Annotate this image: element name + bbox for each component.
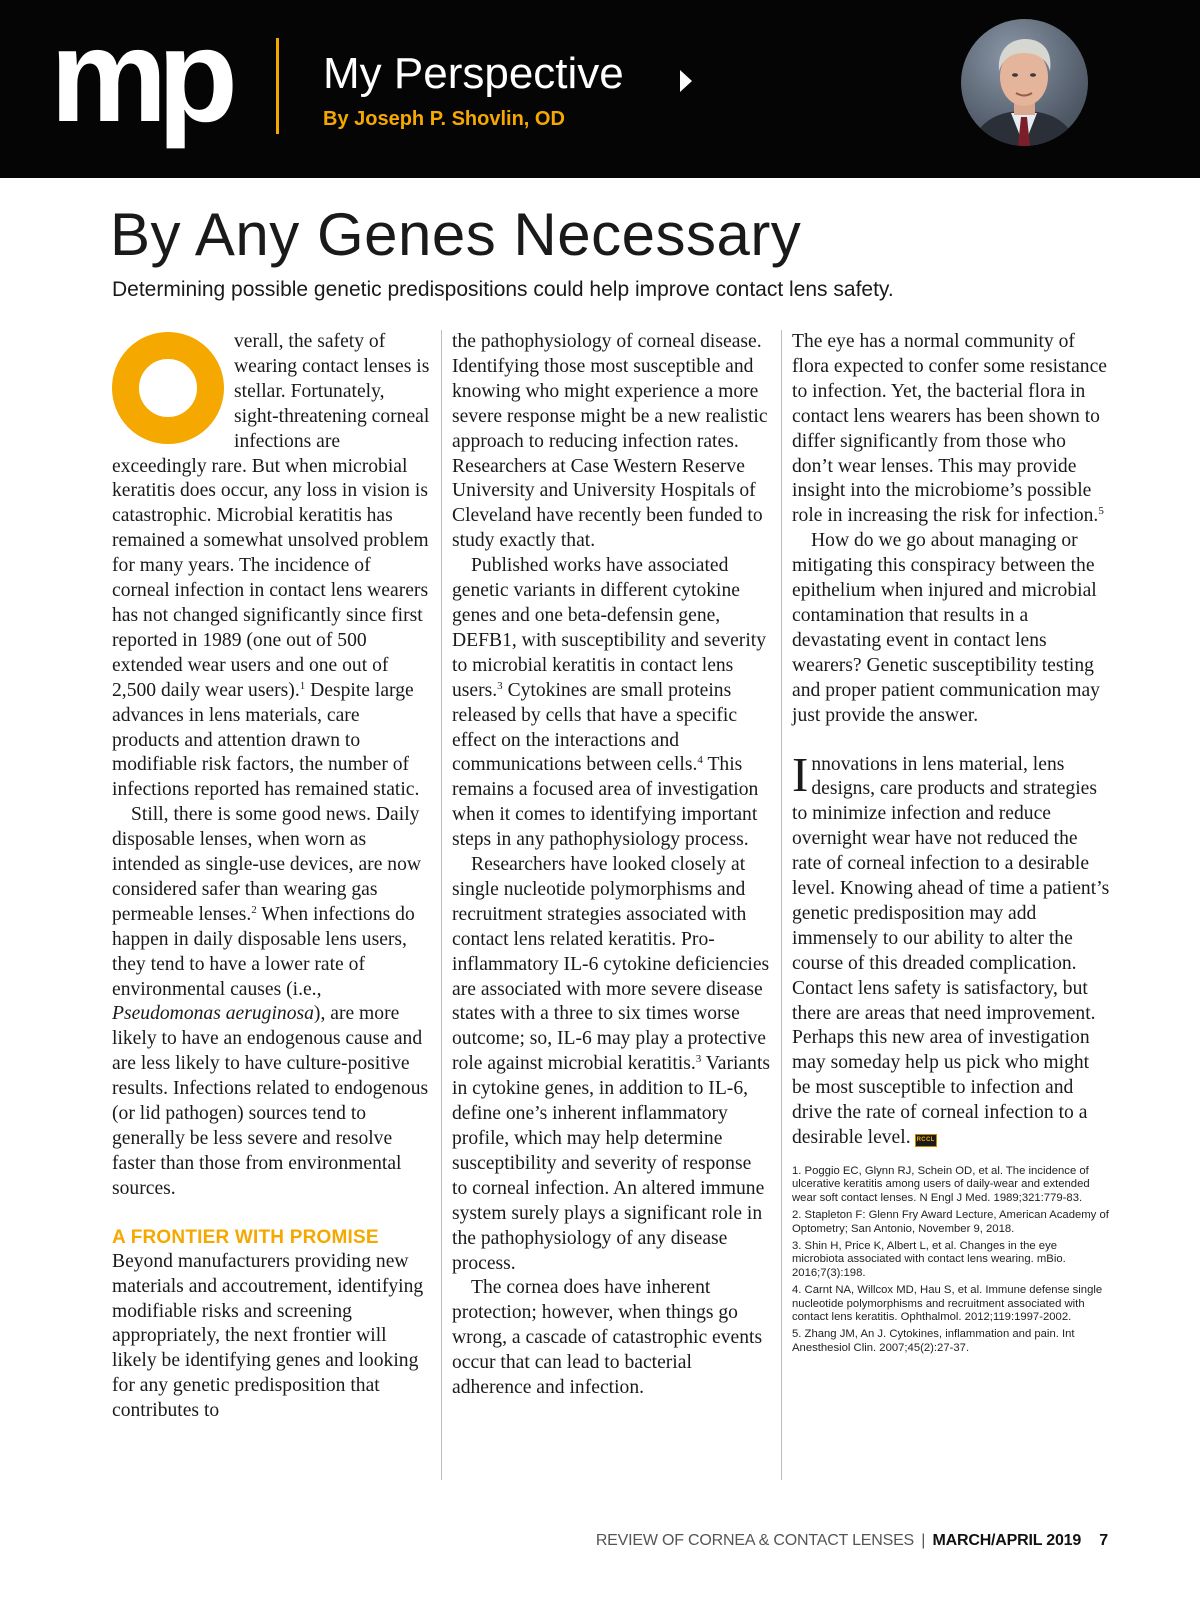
- footnote-ref: 3: [695, 1053, 702, 1066]
- play-arrow-icon: [680, 70, 692, 92]
- reference-item: 4. Carnt NA, Willcox MD, Hau S, et al. Immune defense single nucleotide polymorphisms and recruitment associated with contact lens keratitis. Ophthalmol. 2012;119:1997-2002.: [792, 1284, 1103, 1324]
- footnote-ref: 1: [299, 679, 306, 692]
- dropcap-o: [112, 332, 224, 444]
- paragraph: [792, 330, 1110, 529]
- section-subhead: A FRONTIER WITH PROMISE: [112, 1226, 379, 1248]
- paragraph: [112, 330, 430, 803]
- author-portrait: [961, 19, 1088, 146]
- author-byline: By Joseph P. Shovlin, OD: [323, 108, 565, 130]
- footnote-ref: 5: [1098, 505, 1104, 518]
- column-header-band: [0, 0, 1200, 178]
- paragraph-text: ), are more likely to have an endogenous cause and are less likely to have culture-positive results. Infections related to endogenous (or lid pathogen) sources tend to generally be less severe and resolve faster than those from environmental sources.: [112, 1003, 429, 1199]
- logo-divider: [276, 38, 279, 134]
- footnote-ref: 2: [251, 903, 257, 916]
- paragraph-text: Published works have associated genetic variants in different cytokine genes and one beta-defensin gene, DEFB1, with susceptibility and severity to microbial keratitis in contact lens users.: [452, 555, 767, 701]
- paragraph: How do we go about managing or mitigating this conspiracy between the epithelium when injured and microbial contamination that results in a devastating event in contact lens wearers? Genetic susceptibility testing and proper patient communication may just provide the answer.: [792, 530, 1100, 726]
- page-number: 7: [1099, 1532, 1108, 1549]
- column-divider: [441, 330, 442, 1480]
- paragraph: Beyond manufacturers providing new materials and accoutrement, identifying modifiable risks and screening appropriately, the next frontier will likely be identifying genes and looking for any genetic predisposition that contributes to: [112, 1250, 424, 1422]
- publication-name: REVIEW OF CORNEA & CONTACT LENSES: [595, 1532, 915, 1549]
- paragraph-text: verall, the safety of wearing contact lenses is stellar. Fortunately, sight-threatening corneal infections are exceedingly rare. But when microbial keratitis does occur, any loss in vision is catastrophic. Microbial keratitis has remained a somewhat unsolved problem for many years. The incidence of corneal infection in contact lens wearers has not changed significantly since first reported in 1989 (one out of 500 extended wear users and one out of 2,500 daily wear users).: [112, 331, 430, 701]
- paragraph-text: This remains a focused area of investigation when it comes to identifying important steps in any pathophysiology process.: [452, 754, 759, 851]
- paragraph: [792, 746, 1110, 1152]
- author-portrait-drawing: [961, 19, 1088, 146]
- dropcap-ring: [112, 332, 224, 444]
- paragraph-text: Despite large advances in lens materials, care products and attention drawn to modifiable risk factors, the number of infections reported has remained static.: [112, 679, 420, 801]
- paragraph-text: nnovations in lens material, lens designs, care products and strategies to minimize infection and reduce overnight wear have not reduced the rate of corneal infection to a desirable level. Knowing ahead of time a patient’s genetic predisposition may add immensely to our ability to alter the course of this dreaded complication. Contact lens safety is satisfactory, but there are areas that need improvement. Perhaps this new area of investigation may someday help us pick who might be most susceptible to infection and drive the rate of corneal infection to a desirable level.: [792, 753, 1110, 1149]
- paragraph: [112, 803, 430, 1202]
- paragraph: [452, 554, 770, 853]
- article-column-1: [112, 330, 430, 1424]
- column-divider: [781, 330, 782, 1480]
- paragraph-text: Researchers have looked closely at single nucleotide polymorphisms and recruitment strategies associated with contact lens related keratitis. Pro-inflammatory IL-6 cytokine deficiencies are associated with more severe disease states with a three to six times worse outcome; so, IL-6 may play a protective role against microbial keratitis.: [452, 854, 770, 1075]
- dropcap-letter: [112, 332, 113, 333]
- reference-item: 2. Stapleton F: Glenn Fry Award Lecture, American Academy of Optometry; San Antonio, November 9, 2018.: [792, 1209, 1109, 1235]
- paragraph: [452, 853, 770, 1276]
- paragraph: The cornea does have inherent protection; however, when things go wrong, a cascade of catastrophic events occur that can lead to bacterial adherence and infection.: [452, 1277, 763, 1399]
- paragraph-text: When infections do happen in daily disposable lens users, they tend to have a lower rate of environmental causes (i.e.,: [112, 903, 415, 1000]
- paragraph-text: Cytokines are small proteins released by cells that have a specific effect on the interactions and communications between cells.: [452, 679, 738, 776]
- references-list: [792, 1165, 1110, 1355]
- end-mark-badge: [915, 1134, 937, 1147]
- italic-species-name: Pseudomonas aeruginosa: [112, 1003, 314, 1025]
- mp-logo: mp: [50, 2, 228, 149]
- column-title: My Perspective: [323, 49, 624, 98]
- article-headline: By Any Genes Necessary: [110, 201, 802, 268]
- page-footer: [596, 1532, 1108, 1550]
- paragraph: the pathophysiology of corneal disease. Identifying those most susceptible and knowing who might experience a more severe response might be a new realistic approach to reducing infection rates. Researchers at Case Western Reserve University and University Hospitals of Cleveland have recently been funded to study exactly that.: [452, 331, 768, 552]
- paragraph-text: Still, there is some good news. Daily disposable lenses, when worn as intended as single-use devices, are now considered safer than wearing gas permeable lenses.: [112, 804, 422, 925]
- article-column-2: [452, 330, 770, 1401]
- reference-item: 1. Poggio EC, Glynn RJ, Schein OD, et al. The incidence of ulcerative keratitis among users of daily-wear and extended wear soft contact lenses. N Engl J Med. 1989;321:779-83.: [792, 1165, 1090, 1204]
- footnote-ref: 4: [697, 754, 703, 767]
- paragraph-text: Variants in cytokine genes, in addition to IL-6, define one’s inherent inflammatory profile, which may help determine susceptibility and severity of response to corneal infection. An altered immune system surely plays a significant role in the pathophysiology of any disease process.: [452, 1053, 771, 1274]
- article-column-3: [792, 330, 1110, 1359]
- article-deck: Determining possible genetic predispositions could help improve contact lens safety.: [112, 278, 894, 301]
- footnote-ref: 3: [497, 679, 503, 692]
- paragraph-text: The eye has a normal community of flora expected to confer some resistance to infection. Yet, the bacterial flora in contact lens wearers has been shown to differ significantly from those who don’t wear lenses. This may provide insight into the microbiome’s possible role in increasing the risk for infection.: [792, 331, 1107, 527]
- reference-item: 5. Zhang JM, An J. Cytokines, inflammation and pain. Int Anesthesiol Clin. 2007;45(2):27-37.: [792, 1328, 1075, 1354]
- reference-item: 3. Shin H, Price K, Albert L, et al. Changes in the eye microbiota associated with contact lens wearing. mBio. 2016;7(3):198.: [792, 1240, 1066, 1279]
- initial-letter: I: [792, 746, 809, 802]
- end-mark-label: RCCL: [916, 1137, 935, 1144]
- footer-separator: |: [921, 1532, 926, 1549]
- issue-date: MARCH/APRIL 2019: [932, 1532, 1082, 1549]
